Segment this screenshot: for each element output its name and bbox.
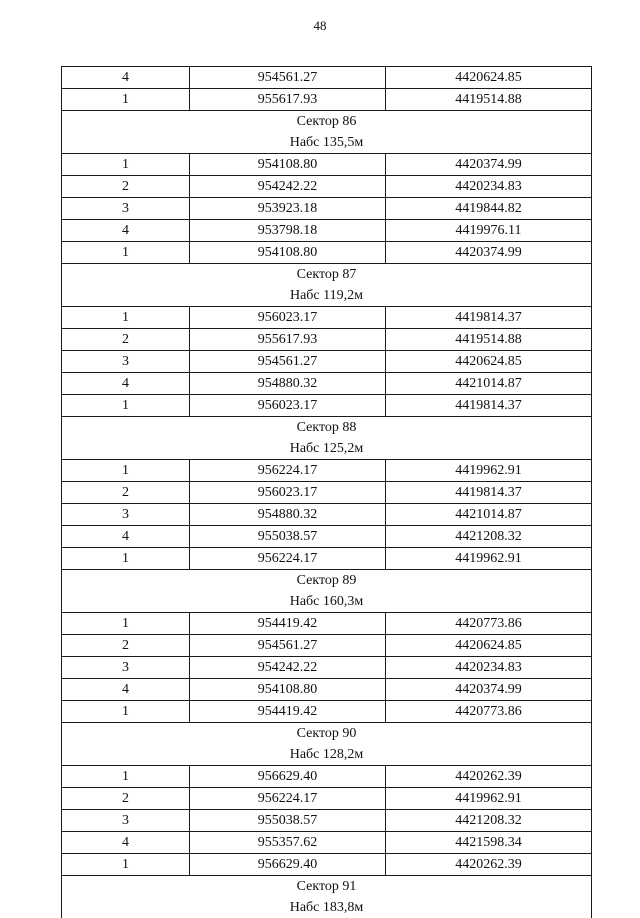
x-coordinate-cell: 954108.80 — [190, 242, 386, 264]
y-coordinate-cell: 4419514.88 — [386, 329, 592, 351]
coordinates-table-body — [62, 67, 592, 918]
sector-title: Сектор 86 — [62, 111, 591, 132]
y-coordinate-cell: 4420262.39 — [386, 854, 592, 876]
page-number: 48 — [0, 18, 640, 34]
table-row — [62, 832, 592, 854]
sector-header-row — [62, 570, 592, 613]
y-coordinate-cell: 4419962.91 — [386, 548, 592, 570]
y-coordinate-cell: 4419514.88 — [386, 89, 592, 111]
point-number-cell: 2 — [62, 329, 190, 351]
point-number-cell: 3 — [62, 810, 190, 832]
x-coordinate-cell: 954108.80 — [190, 679, 386, 701]
x-coordinate-cell: 954108.80 — [190, 154, 386, 176]
x-coordinate-cell: 955038.57 — [190, 810, 386, 832]
point-number-cell: 4 — [62, 832, 190, 854]
x-coordinate-cell: 954242.22 — [190, 176, 386, 198]
y-coordinate-cell: 4419814.37 — [386, 307, 592, 329]
y-coordinate-cell: 4420234.83 — [386, 176, 592, 198]
table-row — [62, 67, 592, 89]
y-coordinate-cell: 4419844.82 — [386, 198, 592, 220]
point-number-cell: 4 — [62, 220, 190, 242]
sector-header-cell — [62, 876, 592, 918]
sector-absolute-height: Набс 183,8м — [62, 897, 591, 918]
x-coordinate-cell: 956224.17 — [190, 788, 386, 810]
x-coordinate-cell: 953923.18 — [190, 198, 386, 220]
x-coordinate-cell: 954880.32 — [190, 504, 386, 526]
y-coordinate-cell: 4420374.99 — [386, 242, 592, 264]
sector-title: Сектор 89 — [62, 570, 591, 591]
point-number-cell: 3 — [62, 198, 190, 220]
point-number-cell: 1 — [62, 395, 190, 417]
coordinates-table — [61, 66, 592, 918]
y-coordinate-cell: 4419976.11 — [386, 220, 592, 242]
y-coordinate-cell: 4419962.91 — [386, 460, 592, 482]
sector-header-row — [62, 417, 592, 460]
point-number-cell: 1 — [62, 854, 190, 876]
table-row — [62, 548, 592, 570]
x-coordinate-cell: 953798.18 — [190, 220, 386, 242]
y-coordinate-cell: 4421598.34 — [386, 832, 592, 854]
table-row — [62, 307, 592, 329]
table-row — [62, 613, 592, 635]
y-coordinate-cell: 4421208.32 — [386, 810, 592, 832]
y-coordinate-cell: 4420624.85 — [386, 351, 592, 373]
sector-absolute-height: Набс 135,5м — [62, 132, 591, 153]
table-row — [62, 482, 592, 504]
y-coordinate-cell: 4419814.37 — [386, 395, 592, 417]
point-number-cell: 1 — [62, 548, 190, 570]
table-row — [62, 657, 592, 679]
y-coordinate-cell: 4421014.87 — [386, 504, 592, 526]
sector-title: Сектор 91 — [62, 876, 591, 897]
point-number-cell: 1 — [62, 766, 190, 788]
point-number-cell: 2 — [62, 482, 190, 504]
table-row — [62, 504, 592, 526]
point-number-cell: 2 — [62, 635, 190, 657]
x-coordinate-cell: 956629.40 — [190, 854, 386, 876]
table-row — [62, 635, 592, 657]
x-coordinate-cell: 955038.57 — [190, 526, 386, 548]
x-coordinate-cell: 955617.93 — [190, 329, 386, 351]
point-number-cell: 4 — [62, 526, 190, 548]
sector-header-cell — [62, 264, 592, 307]
point-number-cell: 1 — [62, 613, 190, 635]
point-number-cell: 1 — [62, 154, 190, 176]
x-coordinate-cell: 956023.17 — [190, 482, 386, 504]
table-row — [62, 810, 592, 832]
table-row — [62, 395, 592, 417]
point-number-cell: 4 — [62, 679, 190, 701]
y-coordinate-cell: 4420624.85 — [386, 635, 592, 657]
x-coordinate-cell: 955357.62 — [190, 832, 386, 854]
x-coordinate-cell: 956023.17 — [190, 395, 386, 417]
sector-header-cell — [62, 417, 592, 460]
x-coordinate-cell: 954242.22 — [190, 657, 386, 679]
table-row — [62, 701, 592, 723]
point-number-cell: 1 — [62, 701, 190, 723]
table-row — [62, 526, 592, 548]
table-row — [62, 329, 592, 351]
x-coordinate-cell: 955617.93 — [190, 89, 386, 111]
table-row — [62, 220, 592, 242]
y-coordinate-cell: 4421014.87 — [386, 373, 592, 395]
sector-title: Сектор 88 — [62, 417, 591, 438]
sector-header-cell — [62, 723, 592, 766]
sector-absolute-height: Набс 128,2м — [62, 744, 591, 765]
x-coordinate-cell: 956023.17 — [190, 307, 386, 329]
sector-title: Сектор 87 — [62, 264, 591, 285]
sector-header-row — [62, 264, 592, 307]
point-number-cell: 4 — [62, 67, 190, 89]
table-row — [62, 788, 592, 810]
table-row — [62, 373, 592, 395]
table-row — [62, 679, 592, 701]
x-coordinate-cell: 956629.40 — [190, 766, 386, 788]
table-row — [62, 242, 592, 264]
table-row — [62, 460, 592, 482]
point-number-cell: 1 — [62, 307, 190, 329]
x-coordinate-cell: 956224.17 — [190, 460, 386, 482]
y-coordinate-cell: 4419962.91 — [386, 788, 592, 810]
table-row — [62, 198, 592, 220]
x-coordinate-cell: 956224.17 — [190, 548, 386, 570]
y-coordinate-cell: 4420624.85 — [386, 67, 592, 89]
x-coordinate-cell: 954880.32 — [190, 373, 386, 395]
sector-title: Сектор 90 — [62, 723, 591, 744]
sector-absolute-height: Набс 160,3м — [62, 591, 591, 612]
y-coordinate-cell: 4420374.99 — [386, 154, 592, 176]
point-number-cell: 3 — [62, 504, 190, 526]
table-row — [62, 89, 592, 111]
sector-header-row — [62, 876, 592, 918]
point-number-cell: 2 — [62, 788, 190, 810]
sector-header-cell — [62, 111, 592, 154]
y-coordinate-cell: 4419814.37 — [386, 482, 592, 504]
point-number-cell: 2 — [62, 176, 190, 198]
point-number-cell: 1 — [62, 460, 190, 482]
x-coordinate-cell: 954561.27 — [190, 635, 386, 657]
table-row — [62, 766, 592, 788]
sector-header-row — [62, 723, 592, 766]
sector-header-cell — [62, 570, 592, 613]
x-coordinate-cell: 954419.42 — [190, 613, 386, 635]
sector-absolute-height: Набс 119,2м — [62, 285, 591, 306]
y-coordinate-cell: 4420262.39 — [386, 766, 592, 788]
sector-absolute-height: Набс 125,2м — [62, 438, 591, 459]
x-coordinate-cell: 954561.27 — [190, 67, 386, 89]
point-number-cell: 4 — [62, 373, 190, 395]
y-coordinate-cell: 4420773.86 — [386, 613, 592, 635]
x-coordinate-cell: 954419.42 — [190, 701, 386, 723]
y-coordinate-cell: 4420773.86 — [386, 701, 592, 723]
point-number-cell: 1 — [62, 89, 190, 111]
sector-header-row — [62, 111, 592, 154]
point-number-cell: 1 — [62, 242, 190, 264]
table-row — [62, 154, 592, 176]
y-coordinate-cell: 4420234.83 — [386, 657, 592, 679]
table-row — [62, 176, 592, 198]
table-row — [62, 854, 592, 876]
point-number-cell: 3 — [62, 351, 190, 373]
y-coordinate-cell: 4420374.99 — [386, 679, 592, 701]
y-coordinate-cell: 4421208.32 — [386, 526, 592, 548]
point-number-cell: 3 — [62, 657, 190, 679]
table-row — [62, 351, 592, 373]
x-coordinate-cell: 954561.27 — [190, 351, 386, 373]
